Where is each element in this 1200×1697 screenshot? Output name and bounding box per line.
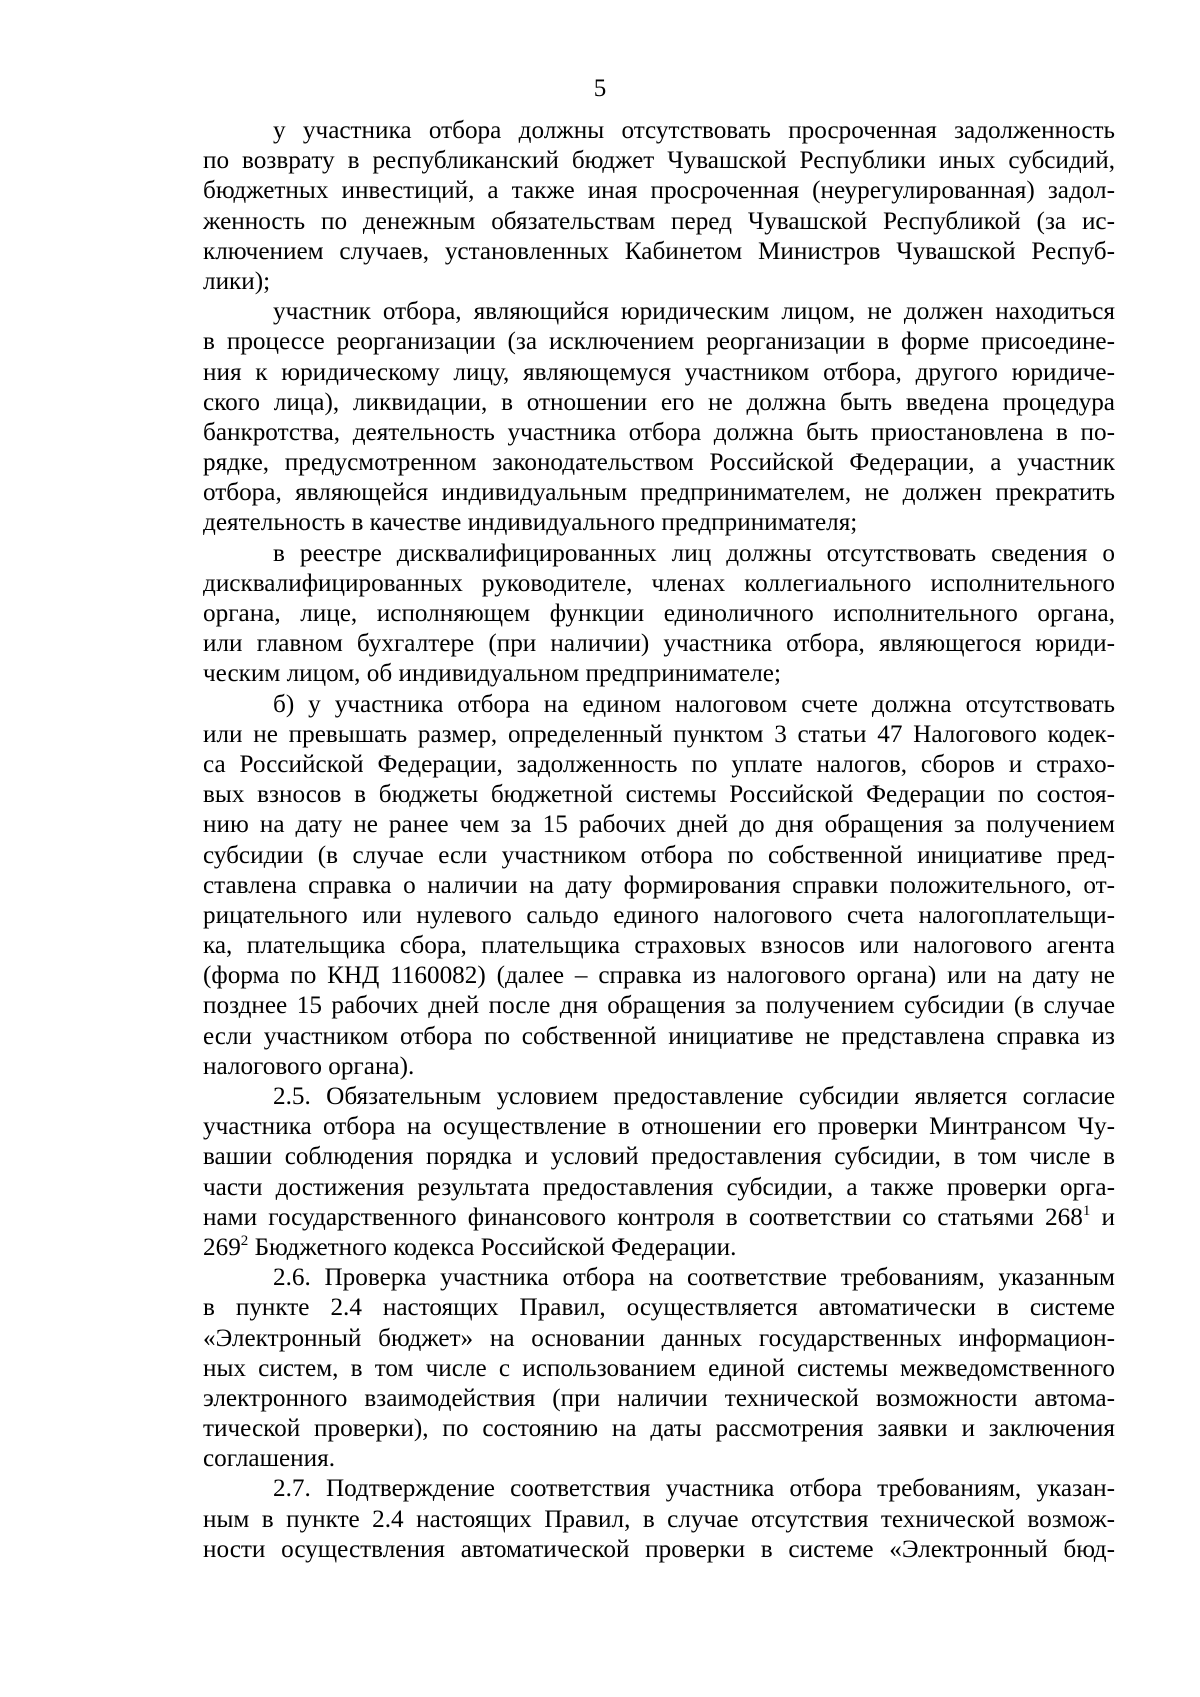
- text-line-content: нию на дату не ранее чем за 15 рабочих дней до дня обращения за получением: [203, 811, 1115, 839]
- text-line-content: соглашения.: [203, 1445, 335, 1473]
- text-line: [203, 659, 1115, 689]
- text-line-content: са Российской Федерации, задолженность по уплате налогов, сборов и страхо-: [203, 750, 1115, 778]
- text-line: [203, 690, 1115, 720]
- text-line: [203, 720, 1115, 750]
- text-line-content: ных систем, в том числе с использованием единой системы межведомственного: [203, 1354, 1115, 1382]
- text-line: [203, 1082, 1115, 1112]
- text-line-content: дисквалифицированных руководителе, членах коллегиального исполнительного: [203, 569, 1115, 597]
- text-line-content: участника отбора на осуществление в отношении его проверки Минтрансом Чу-: [203, 1113, 1115, 1141]
- text-line: [203, 1233, 1115, 1263]
- text-line-content: ности осуществления автоматической проверки в системе «Электронный бюд-: [203, 1535, 1115, 1563]
- text-line: [203, 1414, 1115, 1444]
- text-line-content: 2.5. Обязательным условием предоставление субсидии является согласие: [273, 1083, 1115, 1110]
- text-line-content: деятельность в качестве индивидуального предпринимателя;: [203, 509, 858, 537]
- text-line: [203, 146, 1115, 176]
- text-line-content: нами государственного финансового контроля в соответствии со статьями 268: [203, 1203, 1083, 1231]
- text-line: [203, 388, 1115, 418]
- text-line: [203, 780, 1115, 810]
- text-line: [203, 1384, 1115, 1414]
- text-line-content: рицательного или нулевого сальдо единого налогового счета налогоплательщи-: [203, 901, 1115, 929]
- text-line-content: позднее 15 рабочих дней после дня обращения за получением субсидии (в случае: [203, 992, 1115, 1020]
- text-line-content: или главном бухгалтере (при наличии) участника отбора, являющегося юриди-: [203, 630, 1115, 658]
- text-line-content: ния к юридическому лицу, являющемуся участником отбора, другого юридиче-: [203, 358, 1115, 386]
- text-line-content: органа, лице, исполняющем функции единоличного исполнительного органа,: [203, 600, 1115, 627]
- text-line: [203, 448, 1115, 478]
- text-line: [203, 961, 1115, 991]
- text-line: [203, 841, 1115, 871]
- text-line: [203, 1444, 1115, 1474]
- superscript: 1: [1082, 1202, 1091, 1219]
- text-line-content: бюджетных инвестиций, а также иная просроченная (неурегулированная) задол-: [203, 177, 1115, 205]
- text-line: [203, 1022, 1115, 1052]
- text-line-content: участник отбора, являющийся юридическим лицом, не должен находиться: [273, 298, 1115, 326]
- text-line: [203, 116, 1115, 146]
- text-line-content: лики);: [203, 267, 271, 295]
- text-line-content: налогового органа).: [203, 1052, 415, 1080]
- text-line-content: в процессе реорганизации (за исключением реорганизации в форме присоедине-: [203, 328, 1115, 356]
- text-line-content: тической проверки), по состоянию на даты рассмотрения заявки и заключения: [203, 1415, 1115, 1443]
- text-line-content: ным в пункте 2.4 настоящих Правил, в случае отсутствия технической возмож-: [203, 1505, 1115, 1533]
- text-line-content: электронного взаимодействия (при наличии технической возможности автома-: [203, 1384, 1115, 1412]
- text-line-content: ключением случаев, установленных Кабинетом Министров Чувашской Респуб-: [203, 237, 1115, 265]
- text-line-content: вых взносов в бюджеты бюджетной системы Российской Федерации по состоя-: [203, 781, 1115, 809]
- text-line: [203, 1324, 1115, 1354]
- text-line-content: женность по денежным обязательствам перед Чувашской Республикой (за ис-: [203, 207, 1115, 235]
- text-line: [203, 297, 1115, 327]
- text-line-tail: Бюджетного кодекса Российской Федерации.: [248, 1233, 737, 1261]
- text-line: [203, 1142, 1115, 1172]
- text-line: [203, 327, 1115, 357]
- text-line: [203, 508, 1115, 538]
- text-line: [203, 871, 1115, 901]
- text-line-content: ставлена справка о наличии на дату формирования справки положительного, от-: [203, 871, 1115, 899]
- superscript: 2: [240, 1232, 249, 1249]
- text-line: [203, 810, 1115, 840]
- page-number: 5: [593, 75, 607, 102]
- text-line: [203, 1263, 1115, 1293]
- text-line-content: 269: [203, 1233, 241, 1261]
- text-line-content: в пункте 2.4 настоящих Правил, осуществляется автоматически в системе: [203, 1294, 1115, 1322]
- text-line-content: субсидии (в случае если участником отбора по собственной инициативе пред-: [203, 841, 1115, 869]
- text-line: [203, 1505, 1115, 1535]
- text-line: [203, 901, 1115, 931]
- document-body: [203, 116, 1115, 1565]
- text-line: [203, 1203, 1115, 1233]
- text-line: [203, 478, 1115, 508]
- text-line-content: ского лица), ликвидации, в отношении его не должна быть введена процедура: [203, 388, 1115, 416]
- text-line: [203, 599, 1115, 629]
- text-line-content: если участником отбора по собственной инициативе не представлена справка из: [203, 1022, 1115, 1050]
- text-line-content: рядке, предусмотренном законодательством Российской Федерации, а участник: [203, 449, 1115, 477]
- text-line: [203, 569, 1115, 599]
- text-line-content: 2.7. Подтверждение соответствия участника отбора требованиям, указан-: [273, 1475, 1115, 1503]
- text-line-content: ка, плательщика сбора, плательщика страховых взносов или налогового агента: [203, 932, 1115, 960]
- text-line-content: по возврату в республиканский бюджет Чувашской Республики иных субсидий,: [203, 147, 1115, 175]
- text-line-content: в реестре дисквалифицированных лиц должны отсутствовать сведения о: [273, 539, 1115, 567]
- text-line-content: банкротства, деятельность участника отбора должна быть приостановлена в по-: [203, 418, 1115, 446]
- text-line-content: 2.6. Проверка участника отбора на соответствие требованиям, указанным: [273, 1264, 1115, 1292]
- text-line-content: вашии соблюдения порядка и условий предоставления субсидии, в том числе в: [203, 1143, 1115, 1171]
- text-line: [203, 207, 1115, 237]
- text-line: [203, 1354, 1115, 1384]
- text-line: [203, 1173, 1115, 1203]
- text-line-tail: и: [1090, 1203, 1115, 1231]
- text-line-content: отбора, являющейся индивидуальным предпринимателем, не должен прекратить: [203, 479, 1115, 507]
- text-line: [203, 176, 1115, 206]
- text-line: [203, 267, 1115, 297]
- text-line: [203, 991, 1115, 1021]
- text-line: [203, 629, 1115, 659]
- text-line: [203, 750, 1115, 780]
- text-line: [203, 1535, 1115, 1565]
- text-line-content: части достижения результата предоставления субсидии, а также проверки орга-: [203, 1173, 1115, 1201]
- text-line: [203, 237, 1115, 267]
- text-line-content: б) у участника отбора на едином налоговом счете должна отсутствовать: [273, 690, 1115, 718]
- text-line-content: «Электронный бюджет» на основании данных государственных информацион-: [203, 1324, 1115, 1352]
- text-line: [203, 539, 1115, 569]
- text-line-content: ческим лицом, об индивидуальном предпринимателе;: [203, 660, 781, 688]
- text-line: [203, 418, 1115, 448]
- text-line: [203, 1112, 1115, 1142]
- text-line: [203, 1052, 1115, 1082]
- text-line-content: или не превышать размер, определенный пунктом 3 статьи 47 Налогового кодек-: [203, 720, 1115, 748]
- text-line-content: у участника отбора должны отсутствовать просроченная задолженность: [273, 117, 1115, 144]
- text-line: [203, 1474, 1115, 1504]
- text-line: [203, 931, 1115, 961]
- text-line: [203, 358, 1115, 388]
- text-line: [203, 1293, 1115, 1323]
- text-line-content: (форма по КНД 1160082) (далее – справка из налогового органа) или на дату не: [203, 962, 1115, 990]
